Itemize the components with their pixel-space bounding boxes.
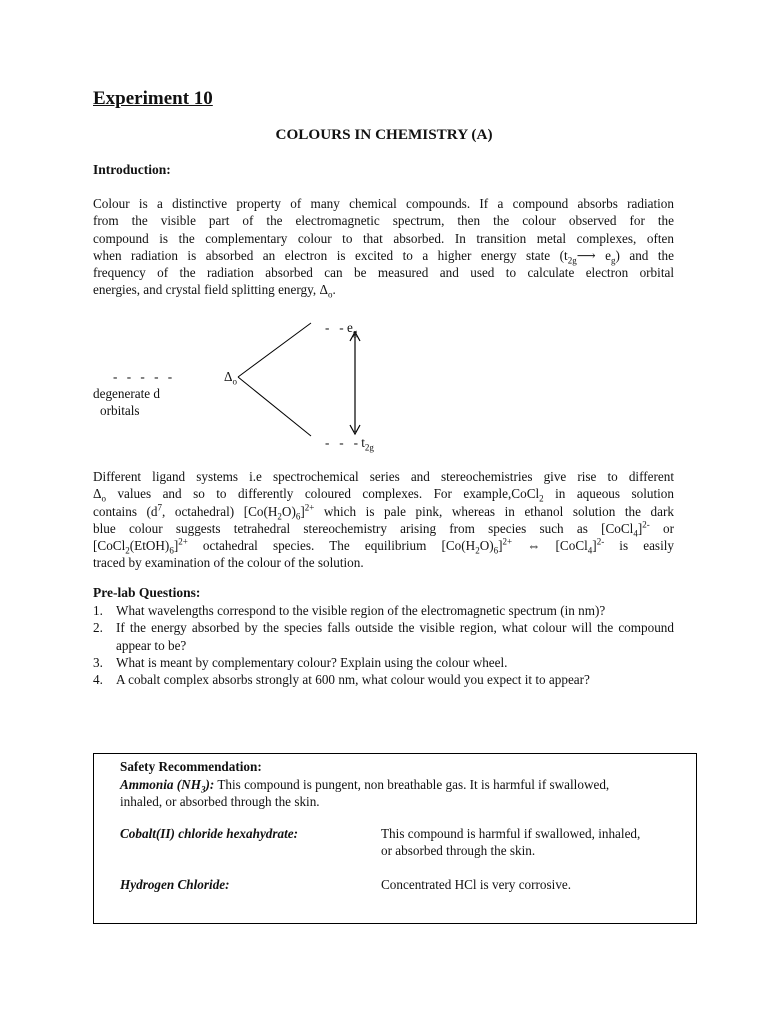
list-item: 2. If the energy absorbed by the species falls outside the visible region, what colour will the compound appear to be? <box>93 620 674 653</box>
ligand-line: contains ($d^7$, octahedral) $[Co(H_2O)_6]^{2+}$ which is pale pink, whereas in ethanol solution the dark <box>93 502 674 522</box>
list-item: 3. What is meant by complementary colour? Explain using the colour wheel. <box>93 654 508 670</box>
experiment-heading: Experiment 10 <box>93 88 213 109</box>
list-item: 4. A cobalt complex absorbs strongly at 600 nm, what colour would you expect it to appear? <box>93 672 590 688</box>
orbitals-label: orbitals <box>100 403 140 418</box>
ligand-line: traced by examination of the colour of the solution. <box>93 555 364 571</box>
safety-heading: Safety Recommendation: <box>120 759 262 774</box>
ammonia-entry: Ammonia $(NH_3)$: This compound is pungent, non breathable gas. It is harmful if swallowed, inhaled, or absorbed through the skin. <box>120 777 610 810</box>
t2g-level: - - - $t_{2g}$ <box>325 435 374 453</box>
hcl-text: Concentrated HCl is very corrosive. <box>381 877 572 892</box>
crystal-field-diagram <box>93 315 413 455</box>
list-item: 1. What wavelengths correspond to the visible region of the electromagnetic spectrum (in nm)? <box>93 603 606 618</box>
intro-line: when radiation is absorbed an electron is excited to a higher energy state ($t_{2g}⟶$ $e_g$) and the <box>93 247 674 266</box>
ligand-line: blue colour suggests tetrahedral stereochemistry arising from species such as [CoCl$_4$]$^{2-}$ or <box>93 519 674 539</box>
ligand-line: $\Delta_o$ values and so to differently coloured complexes. For example,CoCl$_2$ in aqueous solution <box>93 486 674 504</box>
degenerate-orbital-dashes: - - - - - <box>113 369 176 384</box>
page-title: COLOURS IN CHEMISTRY (A) <box>275 126 493 143</box>
eg-level: - - $e_g$ <box>325 320 358 338</box>
ligand-line: Different ligand systems i.e spectrochemical series and stereochemistries give rise to different <box>93 469 674 484</box>
hcl-label: Hydrogen Chloride: <box>120 877 230 892</box>
introduction-heading: Introduction: <box>93 162 171 177</box>
ligand-line: $[CoCl_2(EtOH)_6]^{2+}$ octahedral species. The equilibrium $[Co(H_2O)_6]^{2+}$ ⇔ [CoCl$_4$]$^{2-}$ is easily <box>93 536 674 556</box>
prelab-heading: Pre-lab Questions: <box>93 585 201 600</box>
intro-line: Colour is a distinctive property of many chemical compounds. If a compound absorbs radiation <box>93 196 674 211</box>
cobalt-text: This compound is harmful if swallowed, inhaled, or absorbed through the skin. <box>381 826 641 859</box>
ligand-paragraph <box>93 468 674 572</box>
prelab-question-list <box>93 602 674 688</box>
intro-line: frequency of the radiation absorbed can be measured and used to calculate electron orbital <box>93 265 674 281</box>
intro-line: energies, and crystal field splitting energy, $\Delta_o$. <box>93 282 336 301</box>
intro-line: from the visible part of the electromagnetic spectrum, then the colour observed for the <box>93 213 674 229</box>
degenerate-label: degenerate d <box>93 386 160 401</box>
delta-o-label: $\Delta_o$ <box>224 369 237 387</box>
ammonia-label: Ammonia $(NH_3)$: <box>120 777 215 795</box>
safety-box <box>93 753 697 924</box>
introduction-paragraph <box>93 195 674 299</box>
cobalt-label: Cobalt(II) chloride hexahydrate: <box>120 826 299 841</box>
arrow-icon: ⟶ <box>576 247 596 263</box>
intro-line: compound is the complementary colour to that absorbed. In transition metal complexes, often <box>93 230 674 246</box>
